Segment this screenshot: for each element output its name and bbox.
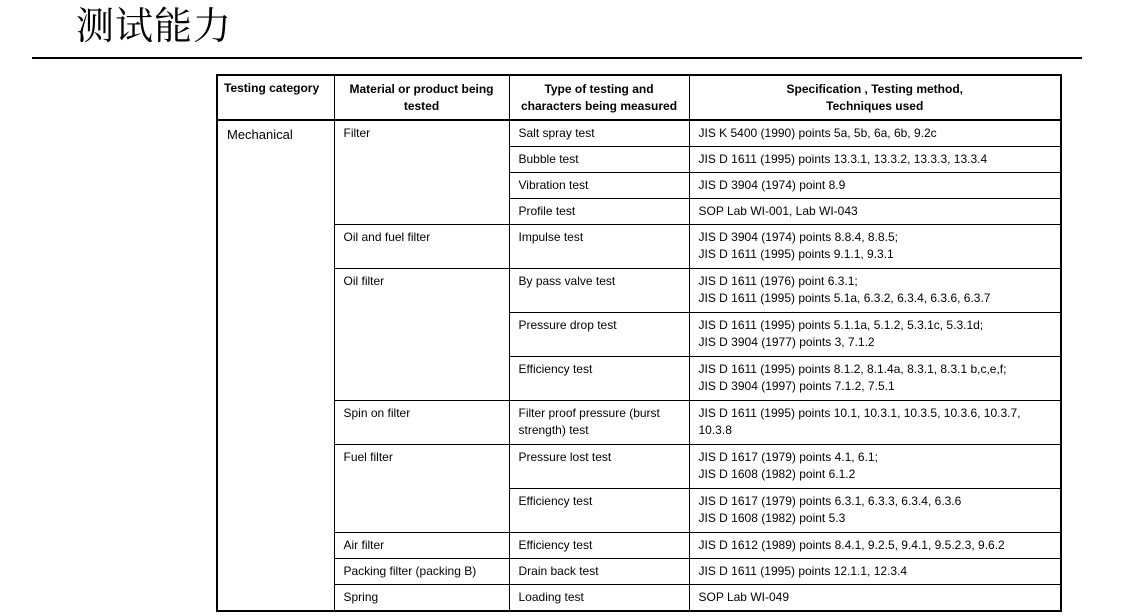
test-cell: Bubble test bbox=[509, 147, 689, 173]
table-header-row bbox=[217, 75, 1061, 120]
product-cell: Fuel filter bbox=[334, 445, 509, 533]
spec-cell: JIS D 1611 (1995) points 8.1.2, 8.1.4a, 8.3.1, 8.3.1 b,c,e,f; JIS D 3904 (1997) points 7.1.2, 7.5.1 bbox=[689, 357, 1061, 401]
test-cell: Pressure drop test bbox=[509, 313, 689, 357]
table-row bbox=[217, 225, 1061, 269]
category-cell: Mechanical bbox=[217, 120, 334, 611]
spec-cell: JIS D 1611 (1995) points 5.1.1a, 5.1.2, 5.3.1c, 5.3.1d; JIS D 3904 (1977) points 3, 7.1.2 bbox=[689, 313, 1061, 357]
product-cell: Oil and fuel filter bbox=[334, 225, 509, 269]
page-title: 测试能力 bbox=[76, 4, 233, 48]
spec-cell: SOP Lab WI-001, Lab WI-043 bbox=[689, 199, 1061, 225]
product-cell: Packing filter (packing B) bbox=[334, 559, 509, 585]
header-specification: Specification , Testing method, Techniques used bbox=[689, 75, 1061, 120]
table-row bbox=[217, 559, 1061, 585]
header-testing-category: Testing category bbox=[217, 75, 334, 120]
spec-cell: JIS D 1611 (1995) points 10.1, 10.3.1, 10.3.5, 10.3.6, 10.3.7, 10.3.8 bbox=[689, 401, 1061, 445]
test-cell: Profile test bbox=[509, 199, 689, 225]
test-cell: Efficiency test bbox=[509, 357, 689, 401]
header-testing-type: Type of testing and characters being measured bbox=[509, 75, 689, 120]
product-cell: Filter bbox=[334, 120, 509, 225]
product-cell: Air filter bbox=[334, 533, 509, 559]
spec-cell: JIS D 1611 (1995) points 13.3.1, 13.3.2, 13.3.3, 13.3.4 bbox=[689, 147, 1061, 173]
product-cell: Oil filter bbox=[334, 269, 509, 401]
spec-cell: JIS K 5400 (1990) points 5a, 5b, 6a, 6b, 9.2c bbox=[689, 120, 1061, 147]
test-cell: Drain back test bbox=[509, 559, 689, 585]
spec-cell: JIS D 1612 (1989) points 8.4.1, 9.2.5, 9.4.1, 9.5.2.3, 9.6.2 bbox=[689, 533, 1061, 559]
spec-cell: JIS D 1617 (1979) points 6.3.1, 6.3.3, 6.3.4, 6.3.6 JIS D 1608 (1982) point 5.3 bbox=[689, 489, 1061, 533]
title-divider bbox=[32, 57, 1082, 59]
test-cell: Impulse test bbox=[509, 225, 689, 269]
table-row bbox=[217, 533, 1061, 559]
table-row bbox=[217, 269, 1061, 313]
test-cell: Efficiency test bbox=[509, 533, 689, 559]
testing-capability-table bbox=[216, 74, 1062, 612]
test-cell: Efficiency test bbox=[509, 489, 689, 533]
product-cell: Spin on filter bbox=[334, 401, 509, 445]
spec-cell: SOP Lab WI-049 bbox=[689, 585, 1061, 612]
table-row bbox=[217, 401, 1061, 445]
spec-cell: JIS D 1617 (1979) points 4.1, 6.1; JIS D 1608 (1982) point 6.1.2 bbox=[689, 445, 1061, 489]
spec-cell: JIS D 1611 (1976) point 6.3.1; JIS D 1611 (1995) points 5.1a, 6.3.2, 6.3.4, 6.3.6, 6.3.7 bbox=[689, 269, 1061, 313]
test-cell: Salt spray test bbox=[509, 120, 689, 147]
test-cell: Filter proof pressure (burst strength) test bbox=[509, 401, 689, 445]
table-row bbox=[217, 120, 1061, 147]
spec-cell: JIS D 1611 (1995) points 12.1.1, 12.3.4 bbox=[689, 559, 1061, 585]
product-cell: Spring bbox=[334, 585, 509, 612]
test-cell: Vibration test bbox=[509, 173, 689, 199]
spec-cell: JIS D 3904 (1974) point 8.9 bbox=[689, 173, 1061, 199]
table-row bbox=[217, 445, 1061, 489]
table-row bbox=[217, 585, 1061, 612]
test-cell: By pass valve test bbox=[509, 269, 689, 313]
header-material: Material or product being tested bbox=[334, 75, 509, 120]
spec-cell: JIS D 3904 (1974) points 8.8.4, 8.8.5; JIS D 1611 (1995) points 9.1.1, 9.3.1 bbox=[689, 225, 1061, 269]
test-cell: Loading test bbox=[509, 585, 689, 612]
test-cell: Pressure lost test bbox=[509, 445, 689, 489]
